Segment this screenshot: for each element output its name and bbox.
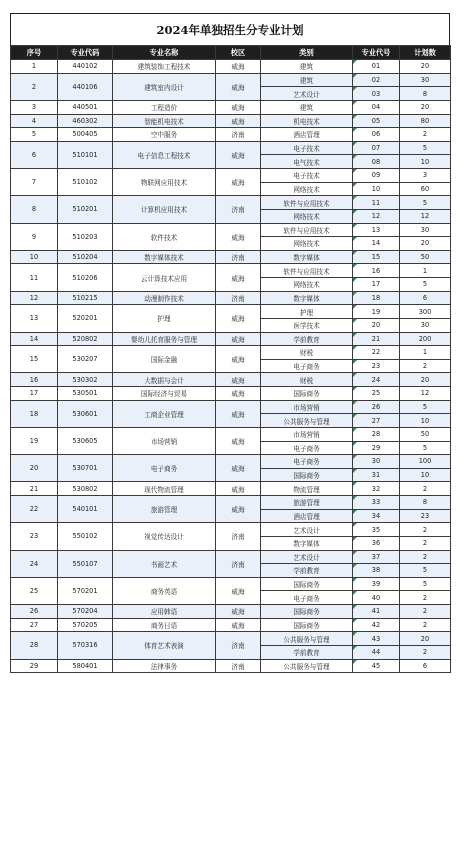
cell-category: 电子商务 (261, 455, 353, 469)
cell-plan-count: 100 (400, 455, 451, 469)
table-row (11, 128, 451, 142)
header-code: 专业代码 (58, 46, 113, 60)
cell-seq: 21 (11, 482, 58, 496)
table-row (11, 550, 451, 564)
cell-category: 艺术设计 (261, 550, 353, 564)
table-row (11, 427, 451, 441)
cell-code: 510201 (58, 196, 113, 223)
header-campus: 校区 (216, 46, 261, 60)
cell-major-number: 28 (353, 427, 400, 441)
cell-major-number: 04 (353, 100, 400, 114)
cell-category: 软件与应用技术 (261, 264, 353, 278)
table-row (11, 141, 451, 155)
cell-category: 国际商务 (261, 387, 353, 401)
cell-plan-count: 12 (400, 387, 451, 401)
cell-major-number: 39 (353, 577, 400, 591)
cell-major-number: 01 (353, 60, 400, 74)
cell-major-number: 23 (353, 359, 400, 373)
cell-category: 公共服务与管理 (261, 632, 353, 646)
cell-plan-count: 50 (400, 250, 451, 264)
cell-seq: 24 (11, 550, 58, 577)
cell-plan-count: 2 (400, 523, 451, 537)
cell-major-name: 市场营销 (113, 427, 216, 454)
cell-seq: 26 (11, 605, 58, 619)
table-row (11, 387, 451, 401)
table-row (11, 400, 451, 414)
cell-plan-count: 300 (400, 305, 451, 319)
cell-major-name: 应用韩语 (113, 605, 216, 619)
cell-code: 550107 (58, 550, 113, 577)
table-row (11, 305, 451, 319)
cell-major-number: 45 (353, 659, 400, 673)
cell-plan-count: 5 (400, 577, 451, 591)
cell-major-number: 19 (353, 305, 400, 319)
cell-major-name: 工商企业管理 (113, 400, 216, 427)
cell-plan-count: 5 (400, 196, 451, 210)
cell-campus: 威海 (216, 455, 261, 482)
cell-category: 财税 (261, 373, 353, 387)
cell-category: 网络技术 (261, 209, 353, 223)
cell-category: 学前教育 (261, 332, 353, 346)
cell-major-name: 计算机应用技术 (113, 196, 216, 223)
cell-major-number: 37 (353, 550, 400, 564)
table-row (11, 250, 451, 264)
cell-major-name: 法律事务 (113, 659, 216, 673)
cell-major-number: 36 (353, 536, 400, 550)
table-row (11, 223, 451, 237)
cell-major-name: 护理 (113, 305, 216, 332)
cell-major-name: 软件技术 (113, 223, 216, 250)
table-row (11, 618, 451, 632)
cell-code: 500405 (58, 128, 113, 142)
header-seq: 序号 (11, 46, 58, 60)
table-body (11, 60, 451, 673)
cell-plan-count: 60 (400, 182, 451, 196)
cell-plan-count: 20 (400, 100, 451, 114)
cell-plan-count: 2 (400, 550, 451, 564)
cell-plan-count: 2 (400, 128, 451, 142)
cell-seq: 14 (11, 332, 58, 346)
table-row (11, 264, 451, 278)
cell-campus: 济南 (216, 196, 261, 223)
header-category: 类别 (261, 46, 353, 60)
cell-plan-count: 30 (400, 73, 451, 87)
cell-plan-count: 2 (400, 591, 451, 605)
table-row (11, 100, 451, 114)
cell-campus: 威海 (216, 169, 261, 196)
cell-code: 570316 (58, 632, 113, 659)
cell-category: 护理 (261, 305, 353, 319)
cell-plan-count: 6 (400, 291, 451, 305)
cell-major-number: 35 (353, 523, 400, 537)
cell-major-number: 06 (353, 128, 400, 142)
cell-campus: 威海 (216, 400, 261, 427)
cell-plan-count: 30 (400, 223, 451, 237)
cell-plan-count: 8 (400, 87, 451, 101)
cell-category: 网络技术 (261, 237, 353, 251)
cell-major-number: 34 (353, 509, 400, 523)
cell-plan-count: 12 (400, 209, 451, 223)
cell-code: 540101 (58, 496, 113, 523)
cell-campus: 威海 (216, 482, 261, 496)
cell-code: 570204 (58, 605, 113, 619)
cell-major-name: 智能机电技术 (113, 114, 216, 128)
cell-category: 网络技术 (261, 278, 353, 292)
cell-category: 公共服务与管理 (261, 659, 353, 673)
cell-major-name: 书画艺术 (113, 550, 216, 577)
cell-plan-count: 5 (400, 400, 451, 414)
cell-major-number: 29 (353, 441, 400, 455)
cell-plan-count: 2 (400, 645, 451, 659)
cell-category: 医学技术 (261, 318, 353, 332)
cell-category: 旅游管理 (261, 496, 353, 510)
table-row (11, 73, 451, 87)
cell-major-name: 建筑装饰工程技术 (113, 60, 216, 74)
cell-campus: 威海 (216, 577, 261, 604)
cell-seq: 6 (11, 141, 58, 168)
cell-seq: 11 (11, 264, 58, 291)
cell-seq: 16 (11, 373, 58, 387)
cell-plan-count: 8 (400, 496, 451, 510)
cell-major-name: 工程造价 (113, 100, 216, 114)
cell-plan-count: 200 (400, 332, 451, 346)
cell-code: 530501 (58, 387, 113, 401)
cell-category: 市场营销 (261, 400, 353, 414)
cell-plan-count: 5 (400, 278, 451, 292)
cell-seq: 5 (11, 128, 58, 142)
cell-seq: 18 (11, 400, 58, 427)
cell-major-number: 41 (353, 605, 400, 619)
cell-plan-count: 2 (400, 618, 451, 632)
cell-code: 550102 (58, 523, 113, 550)
cell-category: 电子商务 (261, 359, 353, 373)
table-row (11, 605, 451, 619)
cell-category: 电子技术 (261, 141, 353, 155)
table-row (11, 114, 451, 128)
cell-major-number: 16 (353, 264, 400, 278)
cell-category: 市场营销 (261, 427, 353, 441)
table-row (11, 60, 451, 74)
cell-category: 建筑 (261, 60, 353, 74)
cell-category: 艺术设计 (261, 87, 353, 101)
cell-code: 460302 (58, 114, 113, 128)
cell-major-number: 25 (353, 387, 400, 401)
cell-major-name: 物联网应用技术 (113, 169, 216, 196)
plan-sheet (10, 13, 450, 838)
cell-campus: 济南 (216, 550, 261, 577)
cell-campus: 济南 (216, 250, 261, 264)
cell-plan-count: 10 (400, 414, 451, 428)
cell-category: 国际商务 (261, 618, 353, 632)
cell-major-name: 旅游管理 (113, 496, 216, 523)
cell-category: 艺术设计 (261, 523, 353, 537)
cell-major-number: 42 (353, 618, 400, 632)
cell-plan-count: 10 (400, 468, 451, 482)
cell-code: 440501 (58, 100, 113, 114)
cell-campus: 威海 (216, 427, 261, 454)
cell-major-number: 03 (353, 87, 400, 101)
header-row (11, 46, 451, 60)
cell-category: 酒店管理 (261, 128, 353, 142)
cell-seq: 7 (11, 169, 58, 196)
cell-major-number: 12 (353, 209, 400, 223)
cell-category: 网络技术 (261, 182, 353, 196)
cell-plan-count: 20 (400, 373, 451, 387)
cell-major-number: 21 (353, 332, 400, 346)
cell-category: 电子商务 (261, 441, 353, 455)
table-row (11, 196, 451, 210)
table-row (11, 291, 451, 305)
cell-seq: 25 (11, 577, 58, 604)
cell-category: 数字媒体 (261, 291, 353, 305)
cell-code: 440102 (58, 60, 113, 74)
cell-code: 510102 (58, 169, 113, 196)
cell-seq: 13 (11, 305, 58, 332)
cell-major-number: 11 (353, 196, 400, 210)
cell-major-number: 09 (353, 169, 400, 183)
cell-plan-count: 30 (400, 318, 451, 332)
cell-major-number: 20 (353, 318, 400, 332)
cell-code: 520201 (58, 305, 113, 332)
cell-category: 数字媒体 (261, 536, 353, 550)
cell-category: 电气技术 (261, 155, 353, 169)
cell-major-name: 空中服务 (113, 128, 216, 142)
cell-major-number: 08 (353, 155, 400, 169)
cell-seq: 23 (11, 523, 58, 550)
cell-plan-count: 50 (400, 427, 451, 441)
cell-code: 530605 (58, 427, 113, 454)
cell-plan-count: 2 (400, 536, 451, 550)
cell-code: 510204 (58, 250, 113, 264)
cell-campus: 威海 (216, 605, 261, 619)
cell-major-number: 38 (353, 564, 400, 578)
cell-code: 510215 (58, 291, 113, 305)
cell-category: 国际商务 (261, 468, 353, 482)
cell-category: 公共服务与管理 (261, 414, 353, 428)
cell-category: 机电技术 (261, 114, 353, 128)
cell-campus: 威海 (216, 305, 261, 332)
table-row (11, 523, 451, 537)
cell-code: 440106 (58, 73, 113, 100)
table-row (11, 496, 451, 510)
cell-code: 520802 (58, 332, 113, 346)
cell-campus: 威海 (216, 223, 261, 250)
cell-seq: 10 (11, 250, 58, 264)
cell-campus: 威海 (216, 332, 261, 346)
cell-code: 530302 (58, 373, 113, 387)
cell-major-number: 30 (353, 455, 400, 469)
cell-campus: 济南 (216, 523, 261, 550)
table-row (11, 632, 451, 646)
cell-major-number: 43 (353, 632, 400, 646)
cell-code: 530601 (58, 400, 113, 427)
cell-seq: 2 (11, 73, 58, 100)
cell-major-number: 44 (353, 645, 400, 659)
cell-major-name: 动漫制作技术 (113, 291, 216, 305)
cell-major-name: 云计算技术应用 (113, 264, 216, 291)
sheet-title: 2024年单独招生分专业计划 (10, 13, 450, 45)
cell-plan-count: 80 (400, 114, 451, 128)
cell-major-number: 40 (353, 591, 400, 605)
cell-code: 530701 (58, 455, 113, 482)
cell-major-number: 31 (353, 468, 400, 482)
plan-table (10, 45, 451, 673)
cell-code: 580401 (58, 659, 113, 673)
cell-code: 510203 (58, 223, 113, 250)
cell-major-name: 体育艺术表演 (113, 632, 216, 659)
cell-plan-count: 23 (400, 509, 451, 523)
cell-major-name: 视觉传达设计 (113, 523, 216, 550)
cell-code: 510206 (58, 264, 113, 291)
cell-seq: 9 (11, 223, 58, 250)
cell-seq: 22 (11, 496, 58, 523)
cell-major-name: 婴幼儿托育服务与管理 (113, 332, 216, 346)
cell-category: 学前教育 (261, 645, 353, 659)
cell-plan-count: 5 (400, 564, 451, 578)
header-plan-count: 计划数 (400, 46, 451, 60)
cell-plan-count: 5 (400, 141, 451, 155)
table-row (11, 346, 451, 360)
cell-plan-count: 2 (400, 359, 451, 373)
cell-campus: 威海 (216, 264, 261, 291)
cell-major-name: 商务英语 (113, 577, 216, 604)
cell-category: 数字媒体 (261, 250, 353, 264)
cell-campus: 威海 (216, 114, 261, 128)
cell-seq: 1 (11, 60, 58, 74)
cell-major-number: 02 (353, 73, 400, 87)
cell-campus: 威海 (216, 346, 261, 373)
cell-code: 510101 (58, 141, 113, 168)
cell-plan-count: 3 (400, 169, 451, 183)
cell-plan-count: 20 (400, 632, 451, 646)
cell-seq: 4 (11, 114, 58, 128)
cell-major-number: 07 (353, 141, 400, 155)
cell-code: 570205 (58, 618, 113, 632)
cell-category: 学前教育 (261, 564, 353, 578)
cell-major-name: 建筑室内设计 (113, 73, 216, 100)
cell-campus: 威海 (216, 387, 261, 401)
cell-campus: 威海 (216, 60, 261, 74)
table-row (11, 482, 451, 496)
cell-major-number: 17 (353, 278, 400, 292)
cell-category: 建筑 (261, 100, 353, 114)
cell-major-name: 数字媒体技术 (113, 250, 216, 264)
cell-major-number: 18 (353, 291, 400, 305)
cell-category: 酒店管理 (261, 509, 353, 523)
table-row (11, 455, 451, 469)
table-row (11, 577, 451, 591)
cell-campus: 威海 (216, 100, 261, 114)
header-name: 专业名称 (113, 46, 216, 60)
table-row (11, 332, 451, 346)
table-row (11, 373, 451, 387)
table-row (11, 659, 451, 673)
cell-major-name: 商务日语 (113, 618, 216, 632)
cell-category: 电子技术 (261, 169, 353, 183)
cell-seq: 3 (11, 100, 58, 114)
cell-code: 570201 (58, 577, 113, 604)
cell-major-name: 电子信息工程技术 (113, 141, 216, 168)
cell-major-number: 05 (353, 114, 400, 128)
cell-category: 软件与应用技术 (261, 196, 353, 210)
cell-plan-count: 20 (400, 60, 451, 74)
cell-major-number: 27 (353, 414, 400, 428)
cell-major-name: 国际经济与贸易 (113, 387, 216, 401)
cell-seq: 27 (11, 618, 58, 632)
cell-major-number: 26 (353, 400, 400, 414)
cell-major-number: 10 (353, 182, 400, 196)
cell-category: 国际商务 (261, 577, 353, 591)
cell-major-number: 22 (353, 346, 400, 360)
cell-category: 软件与应用技术 (261, 223, 353, 237)
cell-seq: 12 (11, 291, 58, 305)
cell-campus: 济南 (216, 291, 261, 305)
cell-campus: 济南 (216, 128, 261, 142)
cell-plan-count: 10 (400, 155, 451, 169)
cell-major-name: 大数据与会计 (113, 373, 216, 387)
cell-seq: 8 (11, 196, 58, 223)
cell-plan-count: 1 (400, 264, 451, 278)
cell-plan-count: 2 (400, 605, 451, 619)
cell-category: 建筑 (261, 73, 353, 87)
cell-plan-count: 20 (400, 237, 451, 251)
cell-category: 财税 (261, 346, 353, 360)
cell-plan-count: 2 (400, 482, 451, 496)
cell-major-name: 国际金融 (113, 346, 216, 373)
cell-major-number: 14 (353, 237, 400, 251)
cell-campus: 威海 (216, 618, 261, 632)
cell-major-number: 13 (353, 223, 400, 237)
header-major-number: 专业代号 (353, 46, 400, 60)
cell-seq: 15 (11, 346, 58, 373)
cell-campus: 威海 (216, 373, 261, 387)
cell-category: 国际商务 (261, 605, 353, 619)
cell-major-number: 33 (353, 496, 400, 510)
cell-campus: 济南 (216, 632, 261, 659)
cell-seq: 28 (11, 632, 58, 659)
cell-seq: 19 (11, 427, 58, 454)
cell-seq: 17 (11, 387, 58, 401)
cell-plan-count: 6 (400, 659, 451, 673)
cell-major-name: 电子商务 (113, 455, 216, 482)
cell-category: 物流管理 (261, 482, 353, 496)
cell-code: 530207 (58, 346, 113, 373)
cell-campus: 威海 (216, 496, 261, 523)
cell-major-name: 现代物流管理 (113, 482, 216, 496)
cell-major-number: 15 (353, 250, 400, 264)
cell-code: 530802 (58, 482, 113, 496)
cell-campus: 威海 (216, 141, 261, 168)
cell-campus: 济南 (216, 659, 261, 673)
cell-campus: 威海 (216, 73, 261, 100)
cell-major-number: 32 (353, 482, 400, 496)
cell-major-number: 24 (353, 373, 400, 387)
cell-plan-count: 5 (400, 441, 451, 455)
cell-seq: 29 (11, 659, 58, 673)
cell-plan-count: 1 (400, 346, 451, 360)
cell-seq: 20 (11, 455, 58, 482)
table-row (11, 169, 451, 183)
cell-category: 电子商务 (261, 591, 353, 605)
